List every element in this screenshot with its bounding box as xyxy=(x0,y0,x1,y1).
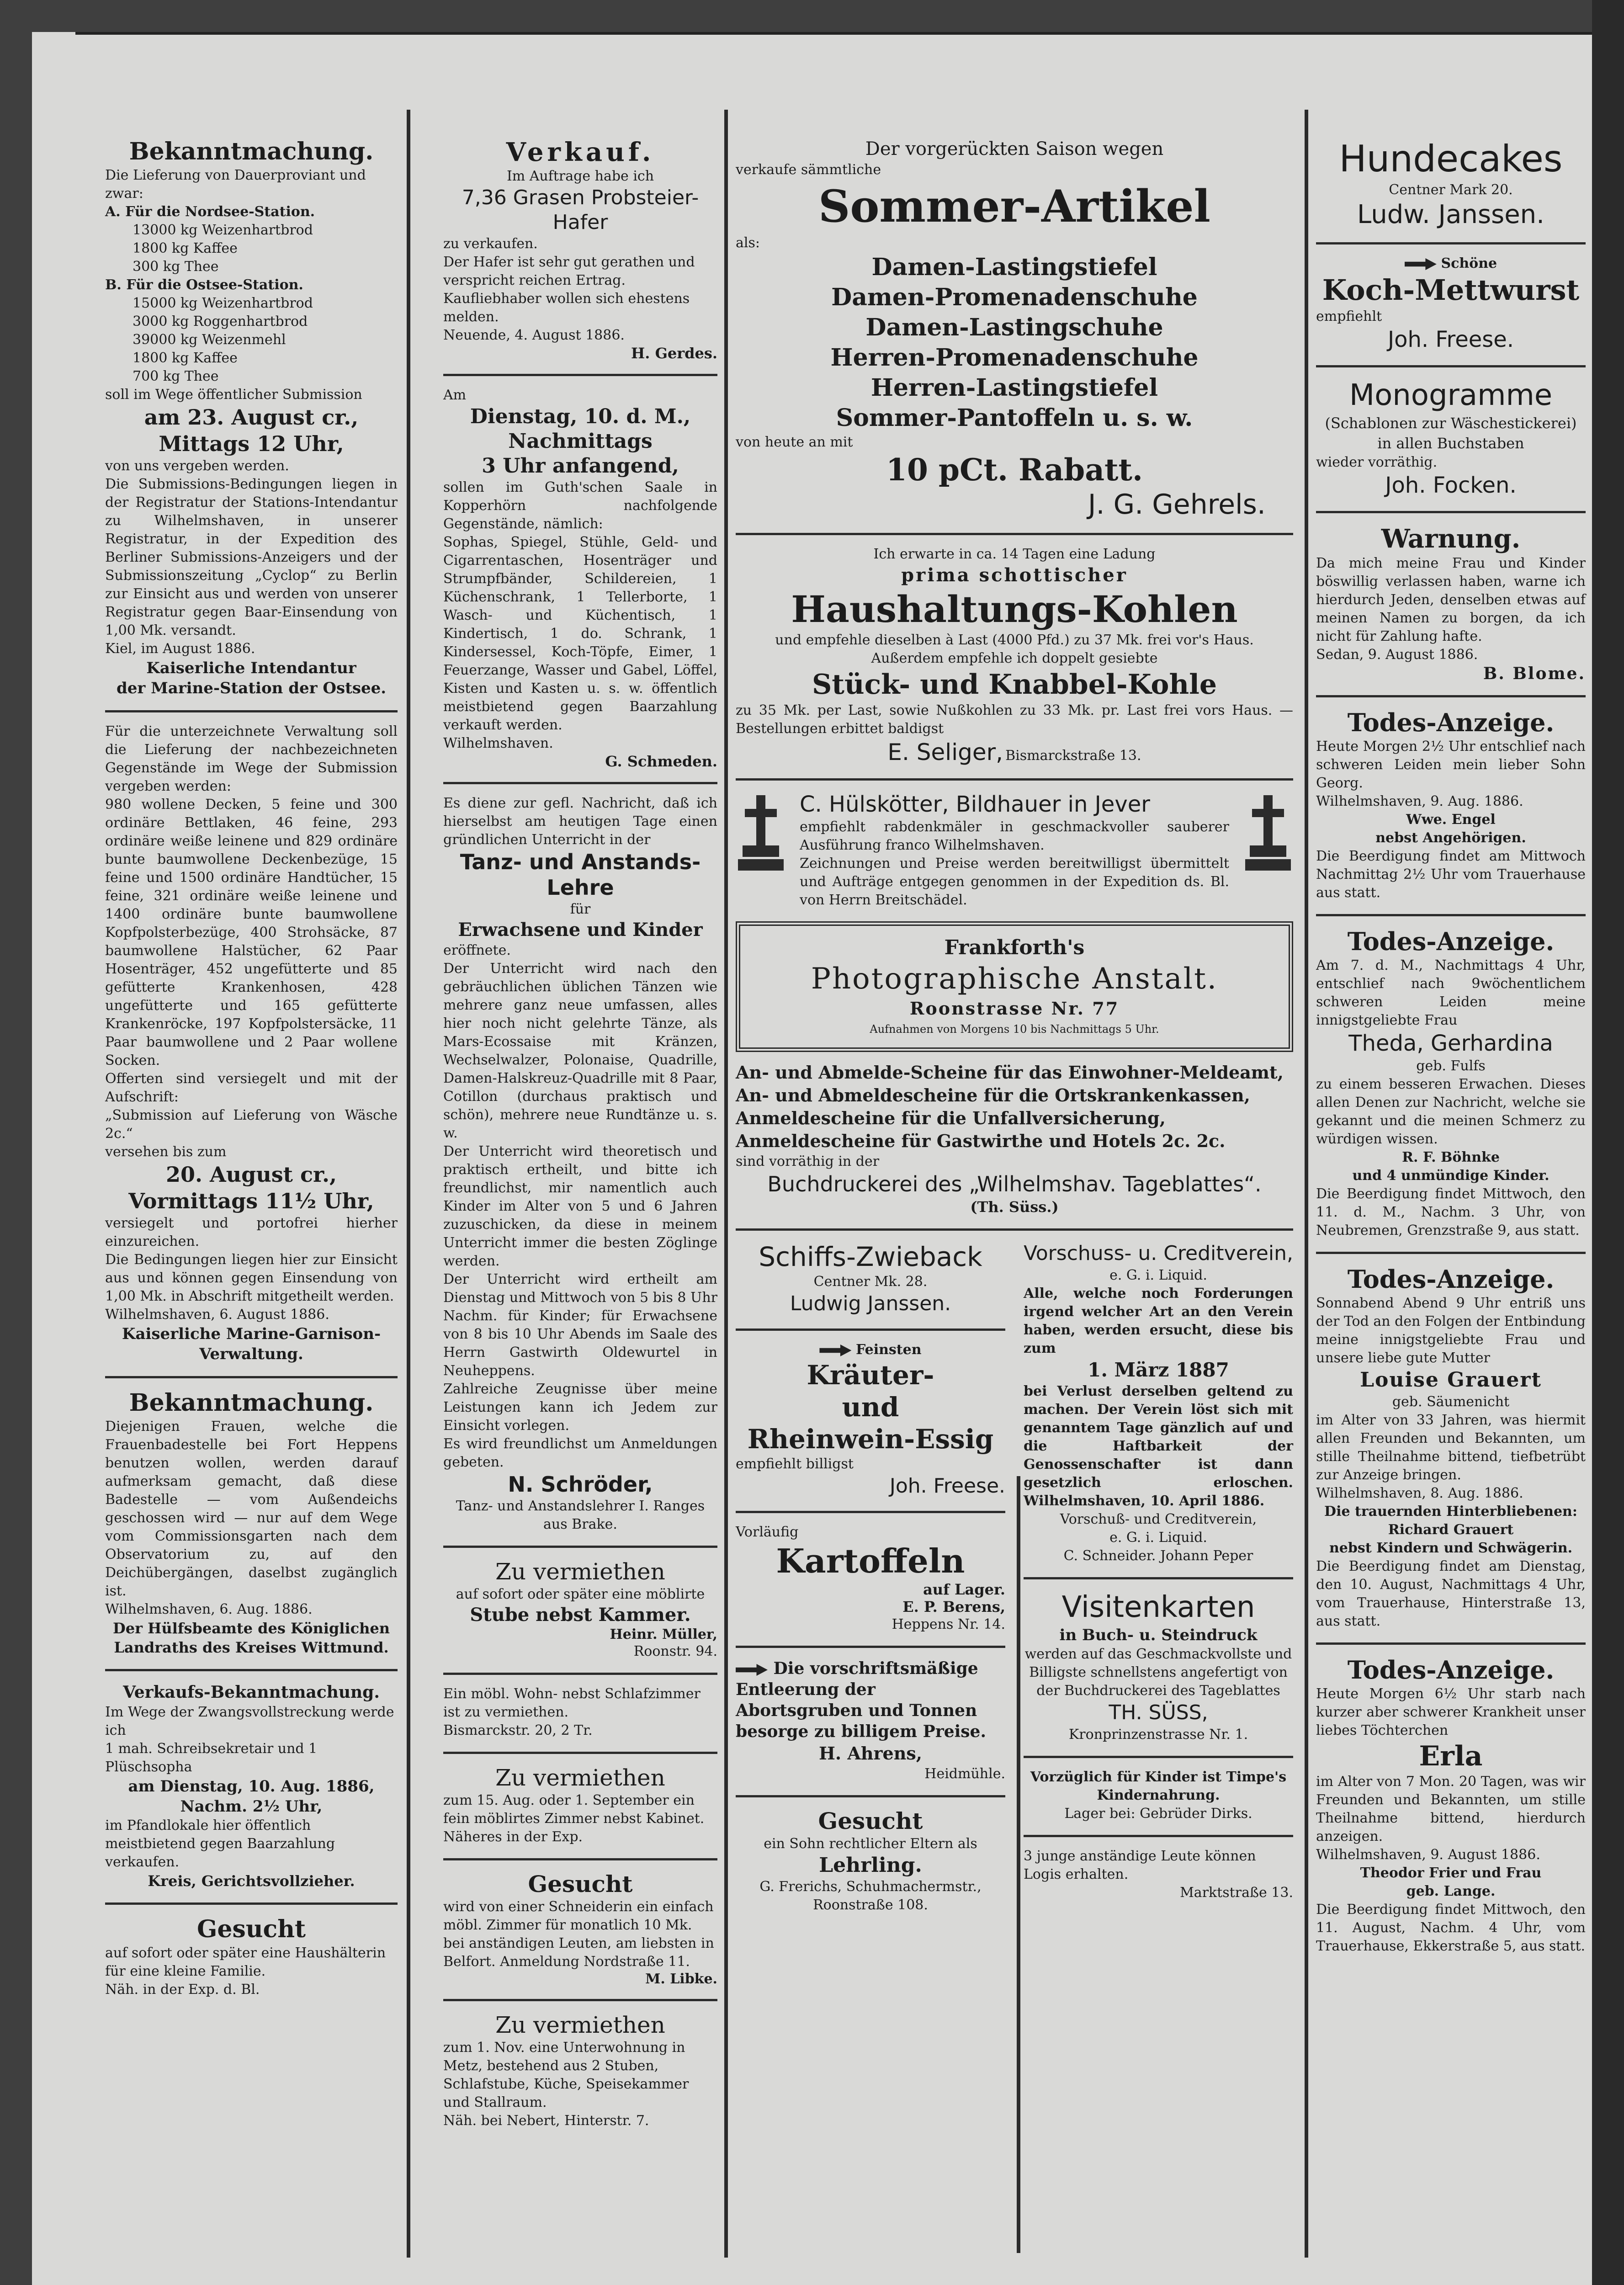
ad-headline: Vorschuss- u. Creditverein, xyxy=(1024,1242,1293,1265)
separator xyxy=(105,1902,398,1905)
ad-vermiethen-4 xyxy=(443,2011,717,2130)
ad-text: Die Beerdigung findet Mittwoch, den 11. August, Nachm. 4 Uhr, vom Trauerhause, Ekkerstraße 5, aus statt. xyxy=(1316,1902,1590,1954)
column-divider xyxy=(724,110,728,2258)
ad-schiffs-zwieback xyxy=(736,1241,1005,1317)
ad-text: Heute Morgen 6½ Uhr starb nach kurzer aber schwerer Krankheit unser liebes Töchterchen xyxy=(1316,1686,1590,1738)
ad-signature: Ludwig Janssen. xyxy=(790,1292,951,1315)
ad-text: eröffnete. Der Unterricht wird nach den gebräuchlichen üblichen Tänzen wie mehrere ganz neue umfassen, alles hier noch nicht gelehrte Tänze, als Mars-Ecossaise mit Kränzen, Wechselwalzer, Polonaise, Quadrille, Damen-Halskreuz-Quadrille mit 8 Paar, Cotillon (durchaus praktisch und schön), mehrere neue Rundtänze u. s. w. Der Unterricht wird theoretisch und praktisch ertheilt, und bitte ich freundlichst, mir namentlich auch Kinder im Alter von 5 und 6 Jahren zuzuschicken, da diese in meinem Unterricht immer die besten Zöglinge werden. Der Unterricht wird ertheilt am Dienstag und Mittwoch von 5 bis 8 Uhr Nachm. für Kinder; für Erwachsene von 8 bis 10 Uhr Abends im Saale des Herrn Gastwirth Oldewurtel in Neuheppens. Zahlreiche Zeugnisse über meine Leistungen kann ich Jedem zur Einsicht vorlegen. Es wird freundlichst um Anmeldungen gebeten. xyxy=(443,942,717,1470)
ad-signature: E. Seliger, xyxy=(887,739,1003,765)
ad-headline: Haushaltungs-Kohlen xyxy=(791,588,1238,631)
ad-text: soll im Wege öffentlicher Submission xyxy=(105,387,362,403)
ad-headline: Koch-Mettwurst xyxy=(1322,273,1580,307)
ad-headline: Erwachsene und Kinder xyxy=(458,919,703,941)
ad-text: Sonnabend Abend 9 Uhr entriß uns der Tod an den Folgen der Entbindung meine innigstgeliebte Frau und unsere liebe gute Mutter xyxy=(1316,1295,1590,1366)
ad-title: Todes-Anzeige. xyxy=(1347,1265,1555,1294)
ad-headline: Kräuter- und Rheinwein-Essig xyxy=(747,1360,994,1455)
ad-title: Bekanntmachung. xyxy=(129,138,374,165)
ad-signature: G. Schmeden. xyxy=(605,753,717,770)
ad-text: zum 15. Aug. oder 1. September ein fein möblirtes Zimmer nebst Kabinet. Näheres in der Exp. xyxy=(443,1792,709,1845)
ad-title: Warnung. xyxy=(1381,524,1521,554)
ad-lehrling xyxy=(736,1807,1005,1914)
ad-headline: Kartoffeln xyxy=(776,1541,965,1580)
ad-text: Die Beerdigung findet Mittwoch, den 11. d. M., Nachm. 3 Uhr, von Neubremen, Grenzstraße 9, aus statt. xyxy=(1316,1186,1590,1238)
ad-text: Ein möbl. Wohn- nebst Schlafzimmer ist zu vermiethen. Bismarckstr. 20, 2 Tr. xyxy=(443,1686,701,1738)
ad-signature: Wwe. Engel nebst Angehörigen. xyxy=(1375,812,1526,846)
ad-text: Im Auftrage habe ich xyxy=(506,168,654,184)
ad-vermiethen-2 xyxy=(443,1685,717,1740)
ad-text: als: xyxy=(736,235,760,251)
ad-headline: Photographische Anstalt. xyxy=(811,962,1218,996)
ad-signature: Kaiserliche Intendantur der Marine-Station der Ostsee. xyxy=(116,659,387,697)
ad-headline: Stück- und Knabbel-Kohle xyxy=(812,669,1217,701)
separator xyxy=(443,374,717,376)
ad-text: geb. Fulfs xyxy=(1416,1058,1486,1074)
column-1 xyxy=(105,137,398,2011)
ad-text: sollen im Guth'schen Saale in Kopperhörn nachfolgende Gegenstände, nämlich: Sophas, Spiegel, Stühle, Geld- und Cigarrentaschen, Hosenträger und Strumpfbänder, Schildereien, 1 Küchenschrank, 1 Tellerborte, 1 Wasch- und Küchentisch, 1 Kindertisch, 1 do. Schrank, 1 Kindersessel, Koch-Töpfe, Eimer, 1 Feuerzange, Wasser und Gabel, Löffel, Kisten und Kasten u. s. w. öffentlich meistbietend gegen Baarzahlung verkauft werden. Wilhelmshaven. xyxy=(443,479,717,751)
ad-headline: Lehrling. xyxy=(819,1854,922,1877)
ad-headline: Sommer-Artikel xyxy=(818,181,1210,232)
separator xyxy=(443,782,717,784)
separator xyxy=(443,1673,717,1675)
ad-signature: Joh. Focken. xyxy=(1385,473,1517,498)
ad-monogramme xyxy=(1316,377,1586,499)
separator xyxy=(443,1999,717,2001)
separator xyxy=(1024,1756,1293,1758)
ad-text: Heute Morgen 2½ Uhr entschlief nach schweren Leiden mein lieber Sohn Georg. Wilhelmshaven, 9. Aug. 1886. xyxy=(1316,739,1586,809)
item-list: 15000 kg Weizenhartbrod 3000 kg Roggenhartbrod 39000 kg Weizenmehl 1800 kg Kaffee 700 kg Thee xyxy=(133,295,313,384)
ad-auktion xyxy=(443,386,717,770)
ad-text: Die Beerdigung findet am Mittwoch Nachmittag 2½ Uhr vom Trauerhause aus statt. xyxy=(1316,848,1590,901)
ad-text: zu verkaufen. Der Hafer ist sehr gut gerathen und verspricht reichen Ertrag. Kaufliebhaber wollen sich ehestens melden. Neuende, 4. August 1886. xyxy=(443,236,695,343)
ad-signature: Theodor Frier und Frau geb. Lange. xyxy=(1360,1865,1542,1899)
ad-headline: C. Hülskötter, Bildhauer in Jever xyxy=(800,792,1150,817)
pointing-hand-icon xyxy=(819,1344,851,1356)
ad-text: verkaufe sämmtliche xyxy=(736,162,881,178)
ad-headline: Visitenkarten xyxy=(1061,1590,1255,1624)
ad-verkaufs-bekanntmachung xyxy=(105,1681,398,1891)
item-list: 13000 kg Weizenhartbrod 1800 kg Kaffee 300 kg Thee xyxy=(133,222,313,275)
ad-text: für xyxy=(570,901,591,917)
ad-price: Centner Mk. 28. xyxy=(813,1274,928,1290)
column-4 xyxy=(1316,137,1590,1967)
ad-text: Die vorschriftsmäßige Entleerung der Abortsgruben und Tonnen besorge zu billigem Preise. xyxy=(736,1659,986,1741)
separator xyxy=(1316,511,1586,513)
ad-text: wird von einer Schneiderin ein einfach möbl. Zimmer für monatlich 10 Mk. bei anständigen Leuten, am liebsten in Belfort. Anmeldung Nordstraße 11. xyxy=(443,1899,719,1970)
column-divider xyxy=(407,110,410,2258)
sub-column-left xyxy=(736,1241,1005,1926)
section-heading: B. Für die Ostsee-Station. xyxy=(105,277,303,293)
ad-sommer-artikel xyxy=(736,137,1293,521)
ad-abortsgruben xyxy=(736,1658,1005,1783)
ad-text: auf Lager. xyxy=(923,1581,1005,1598)
ad-text: und empfehle dieselben à Last (4000 Pfd.) zu 37 Mk. frei vor's Haus. Außerdem empfehle ich doppelt gesiebte xyxy=(775,632,1254,666)
grave-cross-icon xyxy=(1243,791,1293,873)
ad-date: 1. März 1887 xyxy=(1088,1359,1229,1381)
ad-text: Vorläufig xyxy=(736,1524,799,1540)
ad-text: geb. Säumenicht xyxy=(1392,1394,1510,1410)
ad-text: sind vorräthig in der xyxy=(736,1153,880,1169)
ad-hundecakes xyxy=(1316,137,1586,230)
column-3-lower xyxy=(736,1241,1296,2018)
ad-title: Verkauf. xyxy=(506,137,655,167)
ad-signature: J. G. Gehrels. xyxy=(1088,489,1266,521)
ad-text: Vorzüglich für Kinder ist Timpe's Kindernahrung. xyxy=(1030,1769,1287,1803)
ad-signature: Die trauernden Hinterbliebenen: Richard Grauert nebst Kindern und Schwägerin. xyxy=(1324,1504,1577,1556)
ad-text: Der vorgerückten Saison wegen xyxy=(865,138,1164,159)
ad-signature: G. Frerichs, Schuhmachermstr., Roonstraße 108. xyxy=(759,1879,986,1913)
ad-text: wieder vorräthig. xyxy=(1316,454,1438,470)
ad-text: empfiehlt xyxy=(1316,308,1382,324)
separator xyxy=(736,1511,1005,1513)
ad-vermiethen-1 xyxy=(443,1558,717,1661)
ad-text: bei Verlust derselben geltend zu machen. Der Verein löst sich mit genanntem Tage gänzlich auf und die Haftbarkeit der Genossenschafter ist dann gesetzlich erloschen. Wilhelmshaven, 10. April 1886. xyxy=(1024,1383,1293,1509)
ad-headline: 7,36 Grasen Probsteier-Hafer xyxy=(462,186,699,234)
column-3 xyxy=(736,137,1298,2018)
ad-waesche-submission xyxy=(105,723,398,1364)
ad-text: werden auf das Geschmackvollste und Billigste schnellstens angefertigt von der Buchdruckerei des Tageblattes xyxy=(1024,1646,1296,1699)
ad-logis xyxy=(1024,1847,1293,1902)
ad-address: Heppens Nr. 14. xyxy=(892,1616,1005,1632)
ad-date: am 23. August cr., Mittags 12 Uhr, xyxy=(144,405,359,456)
ad-text: Am 7. d. M., Nachmittags 4 Uhr, entschlief nach 9wöchentlichem schweren Leiden meine innigstgeliebte Frau xyxy=(1316,957,1590,1028)
separator xyxy=(1316,1642,1586,1645)
ad-hafer-verkauf xyxy=(443,137,717,362)
ad-address: Roonstrasse Nr. 77 xyxy=(909,998,1120,1019)
ad-date: 20. August cr., Vormittags 11½ Uhr, xyxy=(128,1162,374,1213)
ad-headline: Hundecakes xyxy=(1339,138,1563,180)
ad-todes-anzeige-3 xyxy=(1316,1264,1590,1631)
ad-text: Für die unterzeichnete Verwaltung soll die Lieferung der nachbezeichneten Gegenstände im Wege der Submission vergeben werden: 980 wollene Decken, 5 feine und 300 ordinäre Bettlaken, 46 feine, 293 ordinäre weiße leinene und 829 ordinäre bunte baumwollene Deckenbezüge, 15 feine und 1500 ordinäre Handtücher, 15 feine, 321 ordinäre weiße leinene und 1400 ordinäre bunte baumwollene Kopfpolsterbezüge, 400 Strohsäcke, 87 baumwollene Halstücher, 62 Paar Hosenträger, 452 ungefütterte und 85 gefütterte Krankenhosen, 428 ungefütterte und 165 gefütterte Krankenröcke, 197 Kopfpolstersäcke, 11 Paar baumwollene und 2 Paar wollene Socken. Offerten sind versiegelt und mit der Aufschrift: „Submission auf Lieferung von Wäsche 2c.“ versehen bis zum xyxy=(105,723,398,1160)
separator xyxy=(736,778,1293,781)
separator xyxy=(443,1546,717,1548)
ad-text: (Schablonen zur Wäschestickerei) in allen Buchstaben xyxy=(1325,414,1577,452)
separator xyxy=(736,533,1293,535)
ad-text: Aufnahmen von Morgens 10 bis Nachmittags 5 Uhr. xyxy=(870,1023,1159,1036)
ad-signature: TH. SÜSS, xyxy=(1109,1701,1208,1724)
separator xyxy=(443,1752,717,1754)
sub-column-right xyxy=(1024,1241,1296,1914)
ad-title: Zu vermiethen xyxy=(495,1558,665,1585)
ad-title: Todes-Anzeige. xyxy=(1347,708,1555,737)
ad-text: im Alter von 33 Jahren, was hiermit allen Freunden und Bekannten, um stille Theilnahme bittend, tiefbetrübt zur Anzeige bringen. Wilhelmshaven, 8. Aug. 1886. xyxy=(1316,1412,1586,1501)
item-list: Damen-Lastingstiefel Damen-Promenadenschuhe Damen-Lastingschuhe Herren-Promenadenschuhe Herren-Lastingstiefel Sommer-Pantoffeln u. s. w. xyxy=(830,253,1199,432)
ad-subheadline: in Buch- u. Steindruck xyxy=(1059,1626,1258,1644)
ad-kindernahrung xyxy=(1024,1768,1293,1823)
ad-signature: B. Blome. xyxy=(1483,664,1586,683)
ad-address: Roonstr. 94. xyxy=(633,1643,717,1659)
ad-text: zum 1. Nov. eine Unterwohnung in Metz, bestehend aus 2 Stuben, Schlafstube, Küche, Speisekammer und Stallraum. Näh. bei Nebert, Hinterstr. 7. xyxy=(443,2040,689,2129)
ad-address: Bismarckstraße 13. xyxy=(1005,748,1141,764)
ad-headline: Stube nebst Kammer. xyxy=(470,1604,691,1626)
ad-signature: Kreis, Gerichtsvollzieher. xyxy=(148,1872,355,1890)
ad-signature: E. P. Berens, xyxy=(902,1598,1005,1615)
ad-signature: Ludw. Janssen. xyxy=(1357,200,1544,229)
ad-signature: Der Hülfsbeamte des Königlichen Landraths des Kreises Wittmund. xyxy=(113,1620,390,1656)
ad-title: Gesucht xyxy=(818,1807,923,1834)
ad-signature: Heinr. Müller, xyxy=(610,1626,717,1642)
ad-mettwurst xyxy=(1316,255,1586,353)
ad-text: Feinsten xyxy=(855,1342,922,1358)
ad-price: Centner Mark 20. xyxy=(1389,182,1513,198)
ad-essig xyxy=(736,1341,1005,1499)
ad-warnung xyxy=(1316,523,1586,683)
ad-title: Bekanntmachung. xyxy=(129,1389,374,1417)
separator xyxy=(1316,914,1586,916)
ad-text: Ich erwarte in ca. 14 Tagen eine Ladung xyxy=(873,546,1156,562)
ad-text: Da mich meine Frau und Kinder böswillig verlassen haben, warne ich hierdurch Jeden, denselben etwas auf meinen Namen zu borgen, da ich nicht für Zahlung hafte. Sedan, 9. August 1886. xyxy=(1316,555,1586,663)
newspaper-page xyxy=(32,32,1592,2285)
ad-address: Kronprinzenstrasse Nr. 1. xyxy=(1068,1727,1248,1743)
ad-signature: (Th. Süss.) xyxy=(970,1198,1059,1216)
ad-headline: Buchdruckerei des „Wilhelmshav. Tageblattes“. xyxy=(767,1172,1262,1196)
column-divider xyxy=(1305,110,1308,2258)
separator xyxy=(1316,242,1586,244)
ad-signature: H. Ahrens, xyxy=(819,1743,922,1764)
ad-proviant-submission xyxy=(105,137,398,698)
ad-subheadline: prima schottischer xyxy=(901,564,1128,586)
ad-text: auf sofort oder später eine Haushälterin für eine kleine Familie. Näh. in der Exp. d. Bl. xyxy=(105,1945,386,1998)
ad-headline: Monogramme xyxy=(1349,378,1553,412)
ad-text: Diejenigen Frauen, welche die Frauenbadestelle bei Fort Heppens benutzen wollen, werden darauf aufmerksam gemacht, daß diese Badestelle — vom Außendeichs geschossen wird — nur auf dem Wege vom Commissionsgarten nach dem Observatorium zu, auf den Deichübergängen, daselbst zugänglich ist. Wilhelmshaven, 6. Aug. 1886. xyxy=(105,1419,398,1617)
separator xyxy=(736,1228,1293,1231)
ad-signature: N. Schröder, xyxy=(508,1472,653,1497)
ad-signature: Joh. Freese. xyxy=(1387,327,1514,352)
separator xyxy=(1316,1252,1586,1254)
top-rule xyxy=(75,32,1592,35)
pointing-hand-icon xyxy=(736,1664,768,1676)
ad-signature: Vorschuß- und Creditverein, e. G. i. Liquid. C. Schneider. Johann Peper xyxy=(1060,1511,1257,1564)
ad-title: Zu vermiethen xyxy=(495,1764,665,1791)
ad-text: Alle, welche noch Forderungen irgend welcher Art an den Verein haben, werden ersucht, diese bis zum xyxy=(1024,1286,1293,1356)
ad-vermiethen-3 xyxy=(443,1764,717,1846)
ad-discount: 10 pCt. Rabatt. xyxy=(886,452,1143,488)
ad-title: Todes-Anzeige. xyxy=(1347,1655,1555,1685)
ad-text: An- und Abmelde-Scheine für das Einwohner-Meldeamt, An- und Abmeldescheine für die Ortskrankenkassen, Anmeldescheine für die Unfallversicherung, Anmeldescheine für Gastwirthe und Hotels 2c. 2c. xyxy=(736,1062,1284,1151)
ad-todes-anzeige-1 xyxy=(1316,707,1590,902)
ad-text: zu einem besseren Erwachen. Dieses allen Denen zur Nachricht, welche sie gekannt und die meinen Schmerz zu würdigen wissen. xyxy=(1316,1076,1590,1147)
separator xyxy=(105,1376,398,1378)
ad-text: auf sofort oder später eine möblirte xyxy=(456,1586,705,1602)
ad-vorschussverein xyxy=(1024,1241,1293,1565)
section-heading: A. Für die Nordsee-Station. xyxy=(105,204,315,220)
ad-address: Heidmühle. xyxy=(924,1766,1005,1782)
ad-date: Dienstag, 10. d. M., Nachmittags 3 Uhr anfangend, xyxy=(470,405,691,478)
grave-cross-icon xyxy=(736,791,786,873)
ad-text: Am xyxy=(443,387,467,403)
ad-kartoffeln xyxy=(736,1523,1005,1634)
ad-text: Die Lieferung von Dauerproviant und zwar: xyxy=(105,167,371,202)
ad-tanzunterricht xyxy=(443,794,722,1534)
ad-title: Gesucht xyxy=(528,1871,633,1897)
ad-title: Todes-Anzeige. xyxy=(1347,927,1555,956)
ad-text: empfiehlt billigst xyxy=(736,1456,854,1472)
ad-title: Zu vermiethen xyxy=(495,2012,665,2038)
ad-todes-anzeige-4 xyxy=(1316,1655,1590,1956)
ad-headline: Tanz- und Anstands-Lehre xyxy=(460,850,701,900)
separator xyxy=(105,1669,398,1671)
ad-text: von uns vergeben werden. Die Submissions-Bedingungen liegen in der Registratur der Stations-Intendantur zu Wilhelmshaven, in unserer Registratur, in der Expedition des Berliner Submissions-Anzeigers und der Submissionszeitung „Cyclop“ zu Berlin zur Einsicht aus und werden von unserer Registratur gegen Baar-Einsendung von 1,00 Mk. versandt. Kiel, im August 1886. xyxy=(105,458,398,657)
separator xyxy=(443,1858,717,1860)
ad-text: Im Wege der Zwangsvollstreckung werde ich 1 mah. Schreibsekretair und 1 Plüschsopha xyxy=(105,1704,394,1775)
ad-text: e. G. i. Liquid. xyxy=(1109,1267,1207,1283)
ad-title: Verkaufs-Bekanntmachung. xyxy=(123,1683,380,1702)
ad-signature: Joh. Freese. xyxy=(889,1474,1005,1498)
ad-kohlen xyxy=(736,545,1298,766)
ad-text: Es diene zur gefl. Nachricht, daß ich hierselbst am heutigen Tage einen gründlichen Unterricht in der xyxy=(443,795,722,848)
separator xyxy=(105,710,398,712)
ad-visitenkarten xyxy=(1024,1589,1296,1744)
ad-text: versiegelt und portofrei hierher einzureichen. Die Bedingungen liegen hier zur Einsicht aus und können gegen Einsendung von 1,00 Mk. in Abschrift mitgetheilt werden. Wilhelmshaven, 6. August 1886. xyxy=(105,1215,398,1323)
ad-signature: R. F. Böhnke und 4 unmündige Kinder. xyxy=(1352,1149,1550,1184)
ad-text: Tanz- und Anstandslehrer I. Ranges aus Brake. xyxy=(456,1498,709,1532)
ad-meldescheine xyxy=(736,1061,1293,1217)
ad-headline: Schiffs-Zwieback xyxy=(759,1241,982,1272)
ad-signature: M. Libke. xyxy=(645,1971,717,1987)
ad-text: Die Beerdigung findet am Dienstag, den 10. August, Nachmittags 4 Uhr, vom Trauerhause, Hinterstraße 13, aus statt. xyxy=(1316,1558,1590,1629)
ad-text: ein Sohn rechtlicher Eltern als xyxy=(764,1836,977,1852)
ad-name: Erla xyxy=(1419,1740,1483,1772)
ad-text: zu 35 Mk. per Last, sowie Nußkohlen zu 33 Mk. pr. Last frei vors Haus. — Bestellungen erbittet baldigst xyxy=(736,702,1298,737)
ad-frauenbad xyxy=(105,1388,398,1657)
ad-gesucht-zimmer xyxy=(443,1871,717,1987)
book-spine xyxy=(1592,0,1624,2285)
ad-text: im Pfandlokale hier öffentlich meistbietend gegen Baarzahlung verkaufen. xyxy=(105,1817,340,1870)
ad-address: Marktstraße 13. xyxy=(1180,1885,1293,1901)
separator xyxy=(736,1795,1005,1797)
ad-title: Gesucht xyxy=(196,1915,306,1943)
ad-haushaelterin xyxy=(105,1915,398,1999)
ad-text: 3 junge anständige Leute können Logis erhalten. xyxy=(1024,1848,1261,1882)
separator xyxy=(1316,695,1586,697)
ad-photographie-frame xyxy=(736,921,1293,1052)
separator xyxy=(736,1328,1005,1331)
ad-todes-anzeige-2 xyxy=(1316,926,1590,1240)
ad-signature: Lager bei: Gebrüder Dirks. xyxy=(1064,1806,1252,1822)
ad-bildhauer xyxy=(736,791,1293,909)
separator xyxy=(1024,1577,1293,1579)
separator xyxy=(736,1646,1005,1648)
ad-name: Theda, Gerhardina xyxy=(1348,1031,1553,1056)
ad-subheadline: Frankforth's xyxy=(944,936,1085,959)
ad-signature: Kaiserliche Marine-Garnison-Verwaltung. xyxy=(122,1325,381,1363)
ad-text: Schöne xyxy=(1441,255,1497,271)
column-2 xyxy=(443,137,722,2142)
separator xyxy=(1316,365,1586,367)
ad-name: Louise Grauert xyxy=(1360,1368,1542,1392)
ad-text: im Alter von 7 Mon. 20 Tagen, was wir Freunden und Bekannten, um stille Theilnahme bittend, hierdurch anzeigen. Wilhelmshaven, 9. August 1886. xyxy=(1316,1774,1586,1863)
pointing-hand-icon xyxy=(1405,258,1437,270)
ad-text: von heute an mit xyxy=(736,434,853,450)
separator xyxy=(1024,1835,1293,1837)
ad-date: am Dienstag, 10. Aug. 1886, Nachm. 2½ Uhr, xyxy=(128,1777,375,1816)
ad-signature: H. Gerdes. xyxy=(631,345,717,362)
ad-text: empfiehlt rabdenkmäler in geschmackvoller sauberer Ausführung franco Wilhelmshaven. Zeichnungen und Preise werden bereitwilligst übermittelt und Aufträge entgegen genommen in der Expedition ds. Bl. von Herrn Breitschädel. xyxy=(800,819,1229,908)
